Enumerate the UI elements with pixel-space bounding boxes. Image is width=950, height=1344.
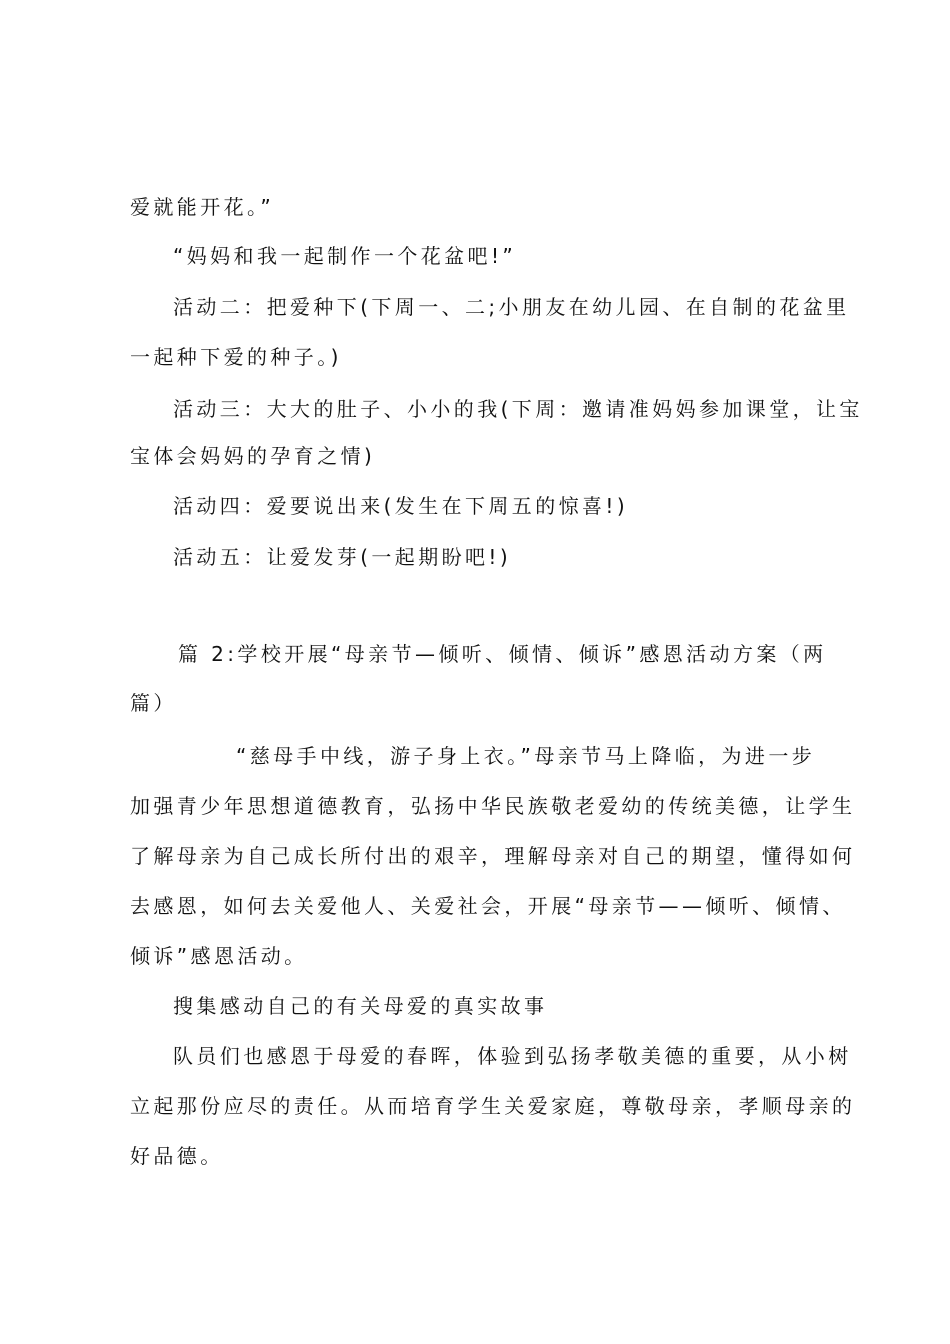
paragraph-line: 活动四：爱要说出来(发生在下周五的惊喜!) — [173, 494, 629, 518]
paragraph-line: 好品德。 — [130, 1144, 224, 1168]
paragraph-line: 活动二：把爱种下(下周一、二;小朋友在幼儿园、在自制的花盆里 — [173, 295, 850, 319]
paragraph-line: 了解母亲为自己成长所付出的艰辛，理解母亲对自己的期望，懂得如何 — [130, 844, 856, 868]
paragraph-line: 加强青少年思想道德教育，弘扬中华民族敬老爱幼的传统美德，让学生 — [130, 794, 856, 818]
section-heading-line: 篇） — [130, 691, 177, 715]
paragraph-line: 队员们也感恩于母爱的春晖，体验到弘扬孝敬美德的重要，从小树 — [173, 1044, 852, 1068]
paragraph-line: “慈母手中线，游子身上衣。”母亲节马上降临，为进一步 — [236, 744, 816, 768]
paragraph-line: 宝体会妈妈的孕育之情) — [130, 444, 376, 468]
paragraph-line: 一起种下爱的种子。) — [130, 345, 342, 369]
paragraph-line: 搜集感动自己的有关母爱的真实故事 — [173, 994, 548, 1018]
paragraph-line: 活动五：让爱发芽(一起期盼吧!) — [173, 545, 512, 569]
paragraph-line: 活动三：大大的肚子、小小的我(下周：邀请准妈妈参加课堂，让宝 — [173, 397, 863, 421]
paragraph-line: 爱就能开花。” — [130, 195, 275, 219]
paragraph-line: “妈妈和我一起制作一个花盆吧!” — [173, 244, 517, 268]
paragraph-line: 立起那份应尽的责任。从而培育学生关爱家庭，尊敬母亲，孝顺母亲的 — [130, 1094, 856, 1118]
section-heading-line: 篇 2:学校开展“母亲节—倾听、倾情、倾诉”感恩活动方案（两 — [178, 642, 827, 666]
paragraph-line: 倾诉”感恩活动。 — [130, 944, 308, 968]
paragraph-line: 去感恩，如何去关爱他人、关爱社会，开展“母亲节——倾听、倾情、 — [130, 894, 846, 918]
